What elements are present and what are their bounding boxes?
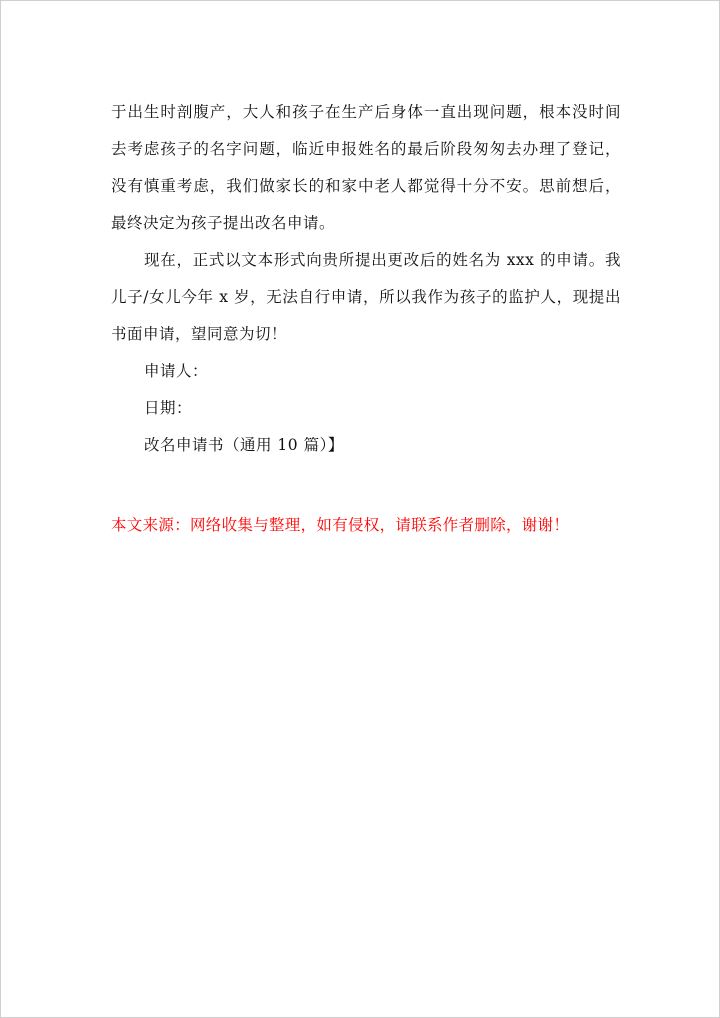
date-label: 日期： bbox=[144, 399, 193, 417]
applicant-label: 申请人： bbox=[144, 362, 209, 380]
closing-title: 改名申请书（通用 10 篇）】 bbox=[144, 436, 344, 454]
document-body bbox=[111, 94, 621, 464]
paragraph-1: 于出生时剖腹产，大人和孩子在生产后身体一直出现问题，根本没时间去考虑孩子的名字问题，临近申报姓名的最后阶段匆匆去办理了登记，没有慎重考虑，我们做家长的和家中老人都觉得十分不安。思前想后，最终决定为孩子提出改名申请。 bbox=[111, 103, 621, 232]
paragraph-2: 现在，正式以文本形式向贵所提出更改后的姓名为 xxx 的申请。我儿子/女儿今年 x 岁，无法自行申请，所以我作为孩子的监护人，现提出书面申请，望同意为切！ bbox=[111, 251, 621, 343]
source-note: 本文来源：网络收集与整理，如有侵权，请联系作者删除，谢谢！ bbox=[111, 516, 570, 534]
